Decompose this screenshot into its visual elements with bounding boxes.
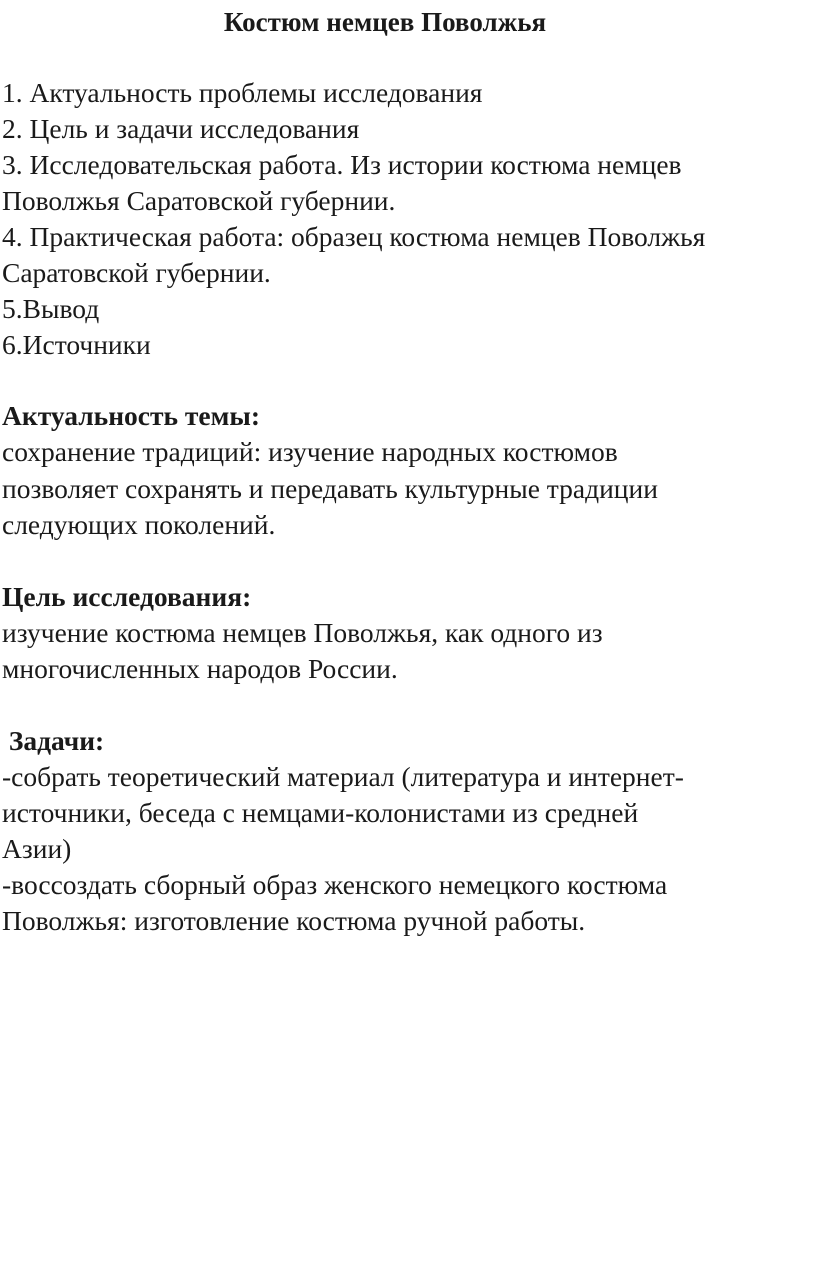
- toc-item-2: 2. Цель и задачи исследования: [2, 113, 360, 144]
- tasks-text-line: Азии): [2, 833, 72, 864]
- tasks-text-line: Поволжья: изготовление костюма ручной работы.: [2, 905, 586, 936]
- toc-item-3-continued: Поволжья Саратовской губернии.: [2, 185, 396, 216]
- tasks-text-line: источники, беседа с немцами-колонистами из средней: [2, 797, 639, 828]
- toc-item-3: 3. Исследовательская работа. Из истории костюма немцев: [2, 149, 682, 180]
- toc-item-6: 6.Источники: [2, 329, 151, 360]
- relevance-text-line: сохранение традиций: изучение народных костюмов: [2, 436, 618, 467]
- relevance-text-line: позволяет сохранять и передавать культурные традиции: [2, 473, 658, 504]
- toc-item-4-continued: Саратовской губернии.: [2, 257, 271, 288]
- goal-text-line: изучение костюма немцев Поволжья, как одного из: [2, 617, 603, 648]
- tasks-text-line: -воссоздать сборный образ женского немецкого костюма: [2, 869, 668, 900]
- toc-item-1: 1. Актуальность проблемы исследования: [2, 77, 483, 108]
- document-title: Костюм немцев Поволжья: [223, 7, 547, 37]
- tasks-heading: Задачи:: [2, 725, 105, 756]
- toc-item-5: 5.Вывод: [2, 293, 100, 324]
- goal-heading: Цель исследования:: [2, 581, 252, 612]
- toc-item-4: 4. Практическая работа: образец костюма немцев Поволжья: [2, 221, 706, 252]
- tasks-text-line: -собрать теоретический материал (литература и интернет-: [2, 761, 684, 792]
- relevance-text-line: следующих поколений.: [2, 509, 276, 540]
- goal-text-line: многочисленных народов России.: [2, 653, 398, 684]
- relevance-heading: Актуальность темы:: [2, 400, 261, 431]
